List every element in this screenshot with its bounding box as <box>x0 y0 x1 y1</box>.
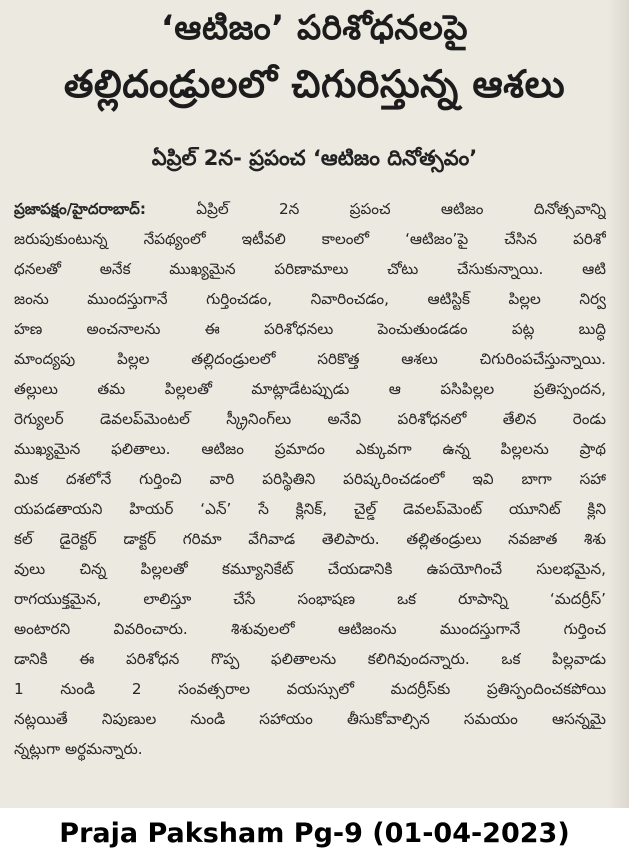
dateline: ప్రజాపక్షం/హైదరాబాద్: <box>14 200 146 218</box>
body-line: తల్లులు తమ పిల్లలతో మాట్లాడేటప్పుడు ఆ పసిపిల్లల ప్రతిస్పందన, <box>14 380 606 398</box>
headline-line-1: ‘ఆటిజం’ పరిశోధనలపై <box>160 8 469 48</box>
body-line: నట్లయితే నిపుణుల నుండి సహాయం తీసుకోవాల్సిన సమయం ఆసన్నమై <box>14 710 606 728</box>
body-line: మాంద్యపు పిల్లల తల్లిదండ్రులలో సరికొత్త ఆశలు చిగురింపచేస్తున్నాయి. <box>14 350 606 368</box>
body-line <box>14 194 606 224</box>
body-line: రెగ్యులర్ డెవలప్‌మెంటల్ స్క్రీనింగ్‌లు అనేవి పరిశోధనలో తేలిన రెండు <box>14 410 606 428</box>
body-line: ధనలతో అనేక ముఖ్యమైన పరిణామాలు చోటు చేసుకున్నాయి. ఆటి <box>14 260 606 278</box>
body-line: యపడతాయని హియర్ ‘ఎన్’ సే క్లినిక్, చైల్డ్ డెవలప్‌మెంట్ యూనిట్ క్లిని <box>14 500 606 518</box>
subheadline: ఏప్రిల్ 2న- ప్రపంచ ‘ఆటిజం దినోత్సవం’ <box>151 146 478 170</box>
body-line: వులు చిన్న పిల్లలతో కమ్యూనికేట్ చేయడానికి ఉపయోగించే సులభమైన, <box>14 560 606 578</box>
body-line: జరుపుకుంటున్న నేపథ్యంలో ఇటీవలి కాలంలో ‘ఆటిజం’పై చేసిన పరిశో <box>14 230 606 248</box>
body-line: మిక దశలోనే గుర్తించి వారి పరిస్థితిని పరిష్కరించడంలో ఇవి బాగా సహా <box>14 470 606 488</box>
body-line: రాగయుక్తమైన, లాలిస్తూ చేసే సంభాషణ ఒక రూపాన్ని ‘మదర్రీస్’ <box>14 590 606 608</box>
body-line-text: ఏప్రిల్ 2న ప్రపంచ ఆటిజం దినోత్సవాన్ని <box>196 200 606 218</box>
body-line: కల్ డైరెక్టర్ డాక్టర్ గరిమా వేగివాడ తెలిపారు. తల్లితండ్రులు నవజాత శిశు <box>14 530 606 548</box>
body-line: న్నట్లుగా అర్థమన్నారు. <box>14 740 143 758</box>
body-line: హణ అంచనాలను ఈ పరిశోధనలు పెంచుతుండడం పట్ల బుద్ధి <box>14 320 606 338</box>
body-line: 1 నుండి 2 సంవత్సరాల వయస్సులో మదర్రీస్‌కు ప్రతిస్పందించకపోయి <box>14 680 606 698</box>
body-line: జంను ముందస్తుగానే గుర్తించడం, నివారించడం, ఆటిస్టిక్ పిల్లల నిర్వ <box>14 290 606 308</box>
article-body <box>14 194 606 764</box>
body-line: ముఖ్యమైన ఫలితాలు. ఆటిజం ప్రమాదం ఎక్కువగా ఉన్న పిల్లలను ప్రాథ <box>14 440 606 458</box>
adjacent-column-bleed <box>607 0 629 808</box>
body-line: అంటారని వివరించారు. శిశువులలో ఆటిజంను ముందస్తుగానే గుర్తించ <box>14 620 606 638</box>
source-caption: Praja Paksham Pg-9 (01-04-2023) <box>59 818 570 849</box>
body-line: డానికి ఈ పరిశోధన గొప్ప ఫలితాలను కలిగివుందన్నారు. ఒక పిల్లవాడు <box>14 650 606 668</box>
headline-line-2: తల్లిదండ్రులలో చిగురిస్తున్న ఆశలు <box>63 62 566 106</box>
